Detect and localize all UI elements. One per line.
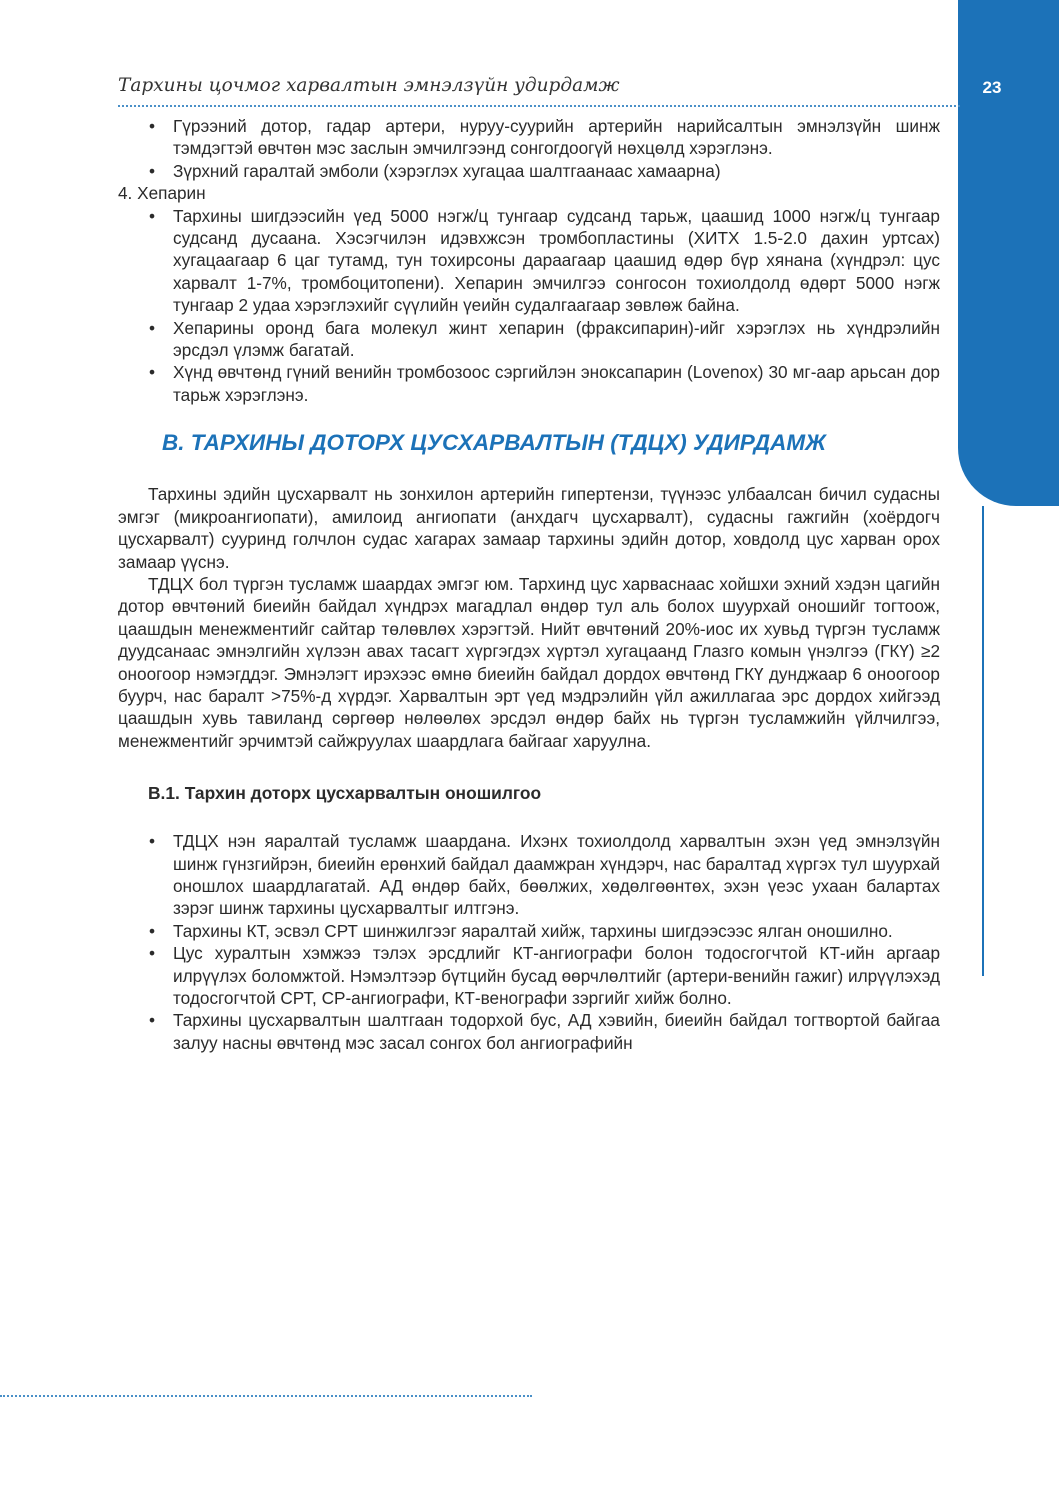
side-tab-line [982,506,984,976]
numbered-item-heparin: 4. Хепарин [118,183,206,204]
list-item: • Цус хуралтын хэмжээ тэлэх эрсдлийг КТ-ангиографи болон тодосгогчтой КТ-ийн аргаар илрүүлэх боломжтой. Нэмэлтээр бүтцийн бусад өөрчлөлтийг (артери-венийн гажиг) илрүүлэхэд тодосгогчтой СРТ, СР-ангиографи, КТ-венографи зэргийг хийж болно. [118,942,940,1009]
subsection-title: В.1. Тархин доторх цусхарвалтын оношилгоо [148,783,542,804]
diagnosis-bullet-list [118,830,940,1054]
list-item: • Тархины шигдээсийн үед 5000 нэгж/ц тунгаар судсанд тарьж, цаашид 1000 нэгж/ц тунгаар судсанд дусаана. Хэсэгчилэн идэвхжсэн тромбопластины (ХИТХ 1.5-2.0 дахин уртсах) хугацаагаар 6 цаг тутамд, тун тохирсоны дараагаар цаашид өдөр бүр хянана (хүндрэл: цус харвалт 1-7%, тромбоцитопени). Хепарин эмчилгээ сонгосон тохиолдолд өдөрт 5000 нэгж тунгаар 2 удаа хэрэглэхийг сүүлийн үеийн судалгаагаар зөвлөж байна. [118,205,940,317]
list-item: • Гүрээний дотор, гадар артери, нуруу-суурийн артерийн нарийсалтын эмнэлзүйн шинж тэмдэгтэй өвчтөн мэс заслын эмчилгээнд сонгогдоогүй нөхцөлд хэрэглэнэ. [118,115,940,160]
list-item: • Хүнд өвчтөнд гүний венийн тромбозоос сэргийлэн эноксапарин (Lovenox) 30 мг-аар арьсан дор тарьж хэрэглэнэ. [118,361,940,406]
list-item: • Тархины цусхарвалтын шалтгаан тодорхой бус, АД хэвийн, биеийн байдал тогтвортой байгаа залуу насны өвчтөнд мэс засал сонгох бол ангиографийн [118,1009,940,1054]
list-item: • ТДЦХ нэн яаралтай тусламж шаардана. Ихэнх тохиолдолд харвалтын эхэн үед эмнэлзүйн шинж гүнзгийрэн, биеийн ерөнхий байдал даамжран хүндэрч, нас баралтад хүргэх тул шуурхай оношлох шаардлагатай. АД өндөр байх, бөөлжих, хөдөлгөөнтөх, эхэн үеэс ухаан балартах зэрэг шинж тархины цусхарвалтыг илтгэнэ. [118,830,940,920]
body-paragraph: Тархины эдийн цусхарвалт нь зонхилон артерийн гипертензи, түүнээс улбаалсан бичил судасны эмгэг (микроангиопати), амилоид ангиопати (анхдагч цусхарвалт), судасны гажгийн (хоёрдогч цусхарвалт) сууринд голчлон судас хагарах замаар тархины эдийн дотор, ховдолд цус харван орох замаар үүснэ. [118,484,940,572]
section-title: В. ТАРХИНЫ ДОТОРХ ЦУСХАРВАЛТЫН (ТДЦХ) УДИРДАМЖ [162,430,827,456]
side-tab [958,0,1059,506]
list-item: • Тархины КТ, эсвэл СРТ шинжилгээг яаралтай хийж, тархины шигдээсээс ялган оношилно. [118,920,940,942]
heparin-bullet-list [118,205,940,407]
page-body [118,115,940,1054]
running-header: Тархины цочмог харвалтын эмнэлзүйн удирдамж [118,75,620,96]
header-divider [118,105,960,107]
footer-divider [0,1395,532,1397]
body-paragraph: ТДЦХ бол түргэн тусламж шаардах эмгэг юм. Тархинд цус харваснаас хойшхи эхний хэдэн цагийн дотор өвчтөний биеийн байдал хүндрэх магадлал өндөр тул аль болох шуурхай оношийг тогтоож, цаашдын менежментийг сайтар төлөвлөх хэрэгтэй. Нийт өвчтөний 20%-иос их хувьд түргэн тусламж дуудсанаас эмнэлгийн хүлээн авах тасагт хүргэгдэх хүртэл хугацаанд Глазго комын үнэлгээ (ГКҮ) ≥2 оноогоор нэмэгддэг. Эмнэлэгт ирэхээс өмнө биеийн байдал дордох өвчтөнд ГКҮ дунджаар 6 оноогоор буурч, нас баралт >75%-д хүрдэг. Харвалтын эрт үед мэдрэлийн үйл ажиллагаа эрс дордох хийгээд цаашдын хувь тавиланд сөргөөр нөлөөлөх эрсдэл өндөр байх нь түргэн тусламжийн үйлчилгээ, менежментийг эрчимтэй сайжруулах шаардлага байгааг харуулна. [118,573,940,751]
list-item: • Хепарины оронд бага молекул жинт хепарин (фраксипарин)-ийг хэрэглэх нь хүндрэлийн эрсдэл үлэмж багатай. [118,317,940,362]
list-item: • Зүрхний гаралтай эмболи (хэрэглэх хугацаа шалтгаанаас хамаарна) [118,160,940,182]
page-number: 23 [982,78,1002,97]
top-bullet-list [118,115,940,182]
